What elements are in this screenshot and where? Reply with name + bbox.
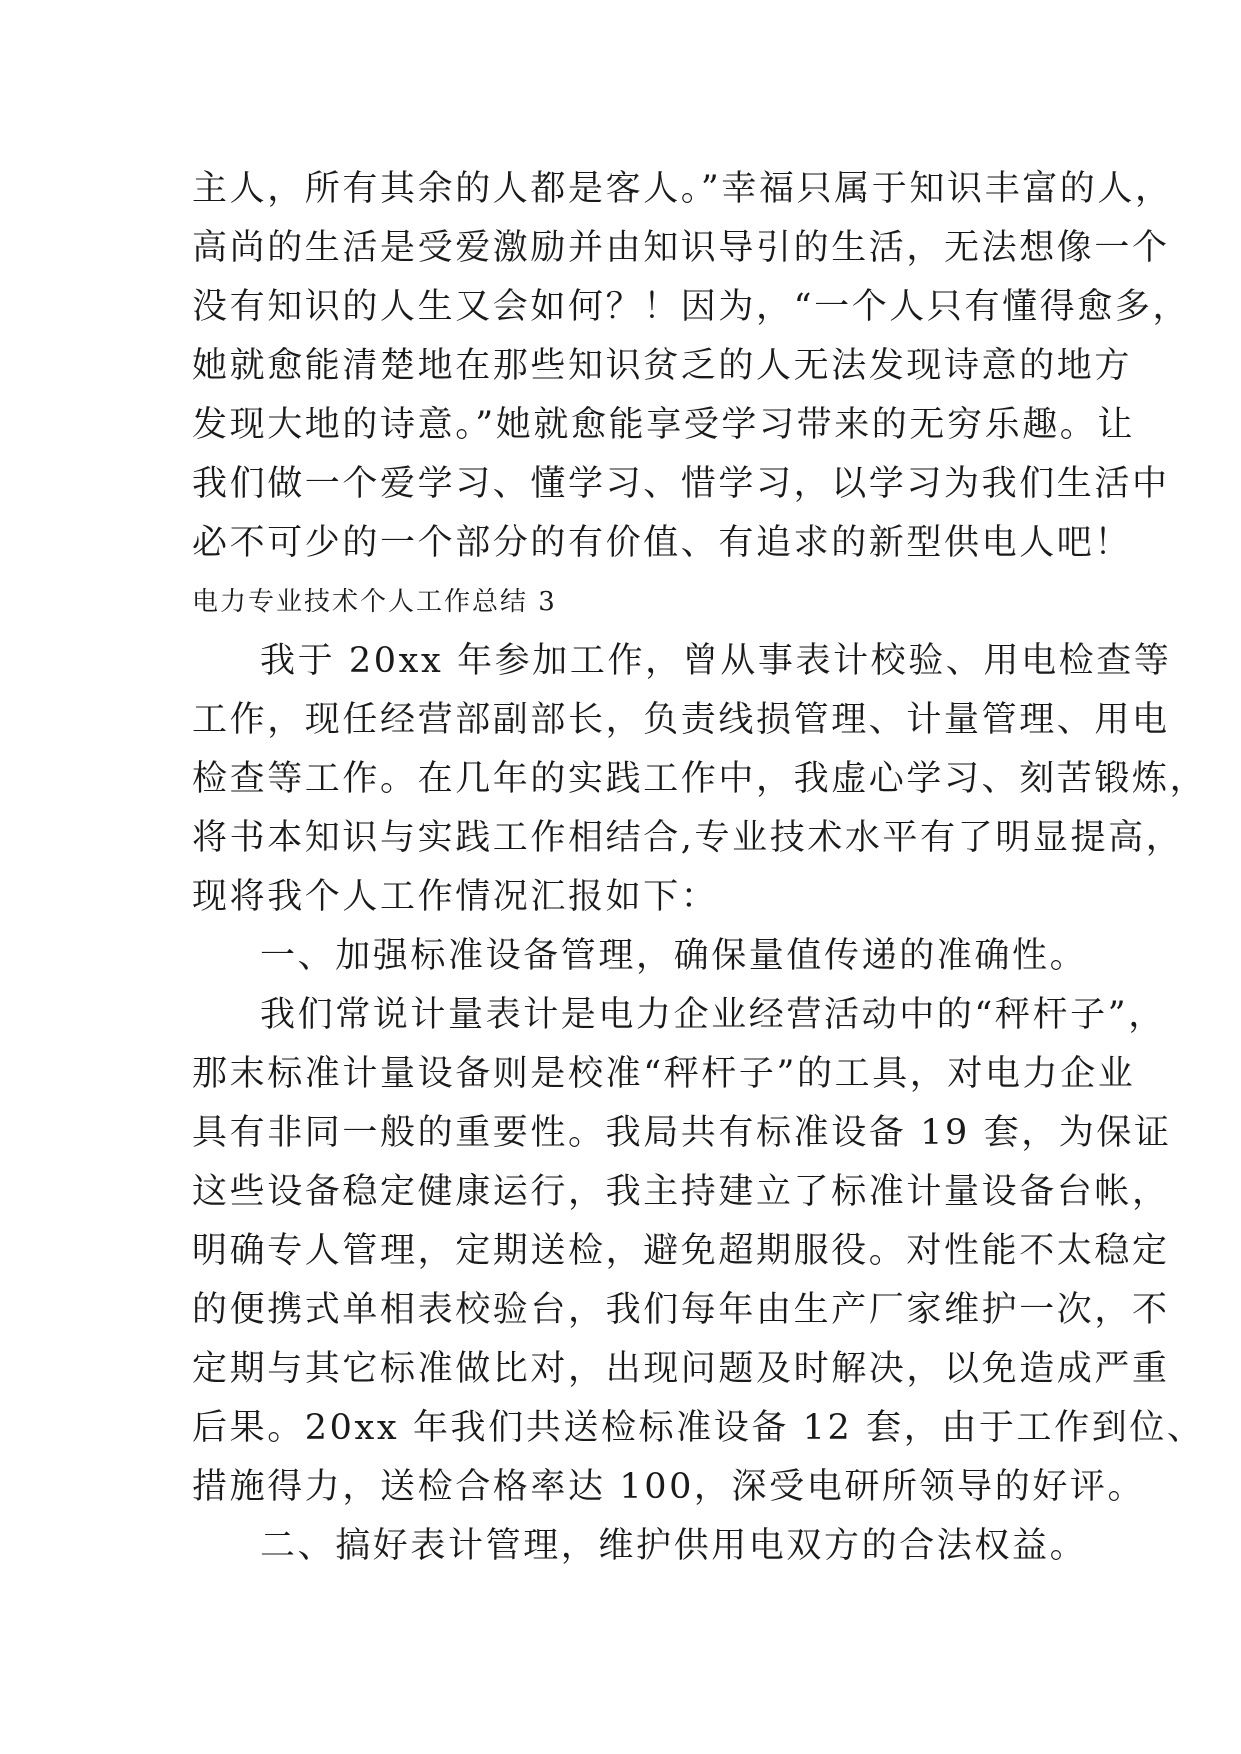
- text-line: 我们做一个爱学习、懂学习、惜学习，以学习为我们生活中: [192, 464, 1170, 504]
- text-line: 我们常说计量表计是电力企业经营活动中的“秤杆子”，: [260, 995, 1166, 1035]
- text-line: 明确专人管理，定期送检，避免超期服役。对性能不太稳定: [192, 1231, 1170, 1271]
- text-line: 她就愈能清楚地在那些知识贫乏的人无法发现诗意的地方: [192, 346, 1133, 386]
- text-line: 那末标准计量设备则是校准“秤杆子”的工具，对电力企业: [192, 1054, 1136, 1094]
- text-line: 二、搞好表计管理，维护供用电双方的合法权益。: [260, 1526, 1088, 1566]
- text-line: 发现大地的诗意。”她就愈能享受学习带来的无穷乐趣。让: [192, 405, 1135, 445]
- text-line: 主人，所有其余的人都是客人。”幸福只属于知识丰富的人，: [192, 169, 1173, 209]
- text-line: 措施得力，送检合格率达 100，深受电研所领导的好评。: [192, 1467, 1146, 1507]
- text-line: 没有知识的人生又会如何？！因为，“一个人只有懂得愈多，: [192, 287, 1191, 327]
- text-line: 一、加强标准设备管理，确保量值传递的准确性。: [260, 936, 1088, 976]
- text-line: 具有非同一般的重要性。我局共有标准设备 19 套，为保证: [192, 1113, 1172, 1153]
- text-line: 工作，现任经营部副部长，负责线损管理、计量管理、用电: [192, 700, 1170, 740]
- text-line: 检查等工作。在几年的实践工作中，我虚心学习、刻苦锻炼，: [192, 759, 1208, 799]
- text-line: 定期与其它标准做比对，出现问题及时解决，以免造成严重: [192, 1349, 1170, 1389]
- text-line: 必不可少的一个部分的有价值、有追求的新型供电人吧！: [192, 523, 1133, 563]
- text-line: 的便携式单相表校验台，我们每年由生产厂家维护一次，不: [192, 1290, 1170, 1330]
- section-heading: 电力专业技术个人工作总结 3: [192, 587, 557, 617]
- text-line: 将书本知识与实践工作相结合,专业技术水平有了明显提高，: [192, 818, 1184, 858]
- text-line: 高尚的生活是受爱激励并由知识导引的生活，无法想像一个: [192, 228, 1170, 268]
- text-line: 我于 20xx 年参加工作，曾从事表计校验、用电检查等: [260, 641, 1172, 681]
- text-line: 这些设备稳定健康运行，我主持建立了标准计量设备台帐，: [192, 1172, 1170, 1212]
- text-line: 后果。20xx 年我们共送检标准设备 12 套，由于工作到位、: [192, 1408, 1205, 1448]
- document-body: [192, 160, 1208, 1576]
- text-line: 现将我个人工作情况汇报如下：: [192, 877, 719, 917]
